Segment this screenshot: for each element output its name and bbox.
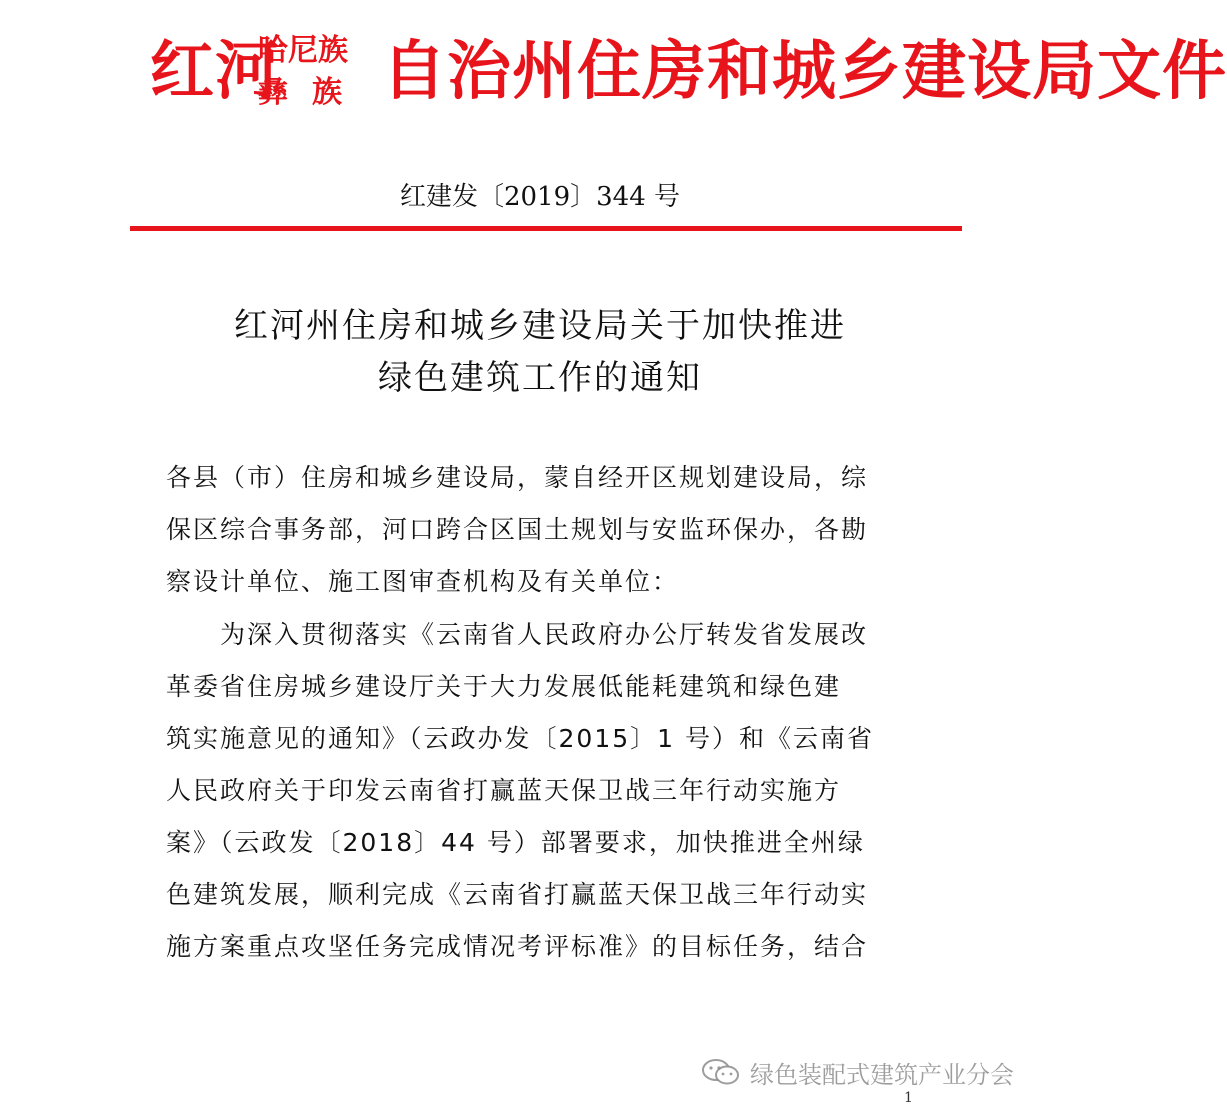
letterhead-stack bbox=[258, 30, 378, 114]
body-line: 案》（云政发〔2018〕44 号）部署要求，加快推进全州绿 bbox=[166, 828, 865, 857]
watermark-text: 绿色装配式建筑产业分会 bbox=[750, 1060, 1014, 1089]
letterhead-stack-top: 哈尼族 bbox=[258, 33, 348, 68]
red-divider-line bbox=[130, 226, 962, 231]
letterhead-left: 红河 bbox=[150, 35, 280, 109]
body-line: 革委省住房城乡建设厅关于大力发展低能耗建筑和绿色建 bbox=[166, 672, 842, 701]
title-line-1: 红河州住房和城乡建设局关于加快推进 bbox=[234, 306, 846, 346]
body-line: 为深入贯彻落实《云南省人民政府办公厅转发省发展改 bbox=[220, 620, 869, 649]
page-number: 1 bbox=[904, 1090, 913, 1106]
letterhead-right: 自治州住房和城乡建设局文件 bbox=[382, 35, 1227, 109]
body-line: 各县（市）住房和城乡建设局，蒙自经开区规划建设局，综 bbox=[166, 463, 869, 492]
title-line-2: 绿色建筑工作的通知 bbox=[378, 358, 702, 398]
watermark bbox=[700, 1054, 1014, 1090]
letterhead-stack-bottom: 彝族 bbox=[258, 75, 366, 110]
body-line: 察设计单位、施工图审查机构及有关单位： bbox=[166, 567, 680, 596]
body-line: 人民政府关于印发云南省打赢蓝天保卫战三年行动实施方 bbox=[166, 776, 842, 805]
body-line: 保区综合事务部，河口跨合区国土规划与安监环保办，各勘 bbox=[166, 515, 869, 544]
body-line: 色建筑发展，顺利完成《云南省打赢蓝天保卫战三年行动实 bbox=[166, 880, 869, 909]
body-line: 施方案重点攻坚任务完成情况考评标准》的目标任务，结合 bbox=[166, 932, 869, 961]
document-number: 红建发〔2019〕344 号 bbox=[399, 182, 681, 212]
body-line: 筑实施意见的通知》（云政办发〔2015〕1 号）和《云南省 bbox=[166, 724, 874, 753]
wechat-icon bbox=[700, 1057, 742, 1087]
